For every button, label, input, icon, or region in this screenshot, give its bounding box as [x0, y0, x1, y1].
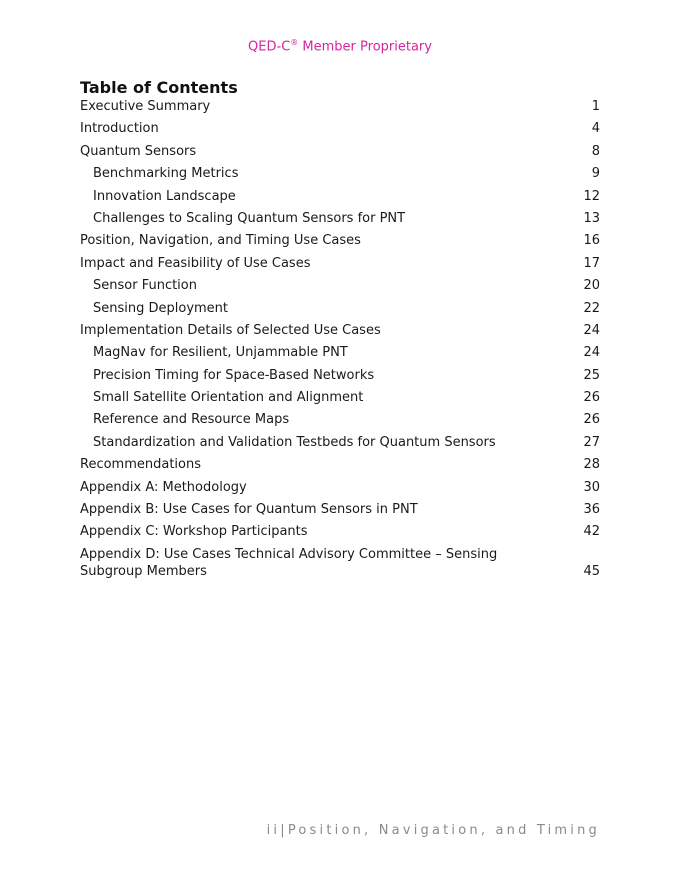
toc-entry-title[interactable]: Appendix D: Use Cases Technical Advisory Committee – Sensing Subgroup Members [80, 546, 498, 579]
toc-title: Table of Contents [80, 78, 238, 97]
page-header [0, 38, 680, 54]
toc-entry-page: 20 [583, 278, 600, 294]
toc-entry[interactable] [80, 188, 600, 205]
toc-entry[interactable] [80, 546, 600, 580]
toc-entry-page: 4 [591, 121, 600, 137]
toc-entry-page: 8 [591, 143, 600, 159]
toc-entry-title[interactable]: Reference and Resource Maps [93, 412, 290, 428]
toc-entry[interactable] [80, 344, 600, 361]
toc-list [80, 98, 600, 580]
registered-mark: ® [290, 38, 299, 47]
toc-entry[interactable] [80, 210, 600, 227]
toc-entry[interactable] [80, 389, 600, 406]
toc-entry-title[interactable]: Introduction [80, 121, 159, 137]
toc-entry-page: 16 [583, 233, 600, 249]
toc-entry-title[interactable]: Appendix A: Methodology [80, 479, 247, 495]
toc-entry[interactable] [80, 143, 600, 160]
toc-entry-page: 22 [583, 300, 600, 316]
toc-entry[interactable] [80, 322, 600, 339]
toc-entry[interactable] [80, 120, 600, 137]
toc-entry-title[interactable]: Benchmarking Metrics [93, 166, 239, 182]
toc-entry[interactable] [80, 98, 600, 115]
toc-entry-page: 28 [583, 457, 600, 473]
toc-entry[interactable] [80, 501, 600, 518]
toc-entry-title[interactable]: Challenges to Scaling Quantum Sensors for PNT [93, 210, 406, 226]
toc-entry-title[interactable]: Sensor Function [93, 278, 197, 294]
toc-entry-page: 30 [583, 479, 600, 495]
toc-entry-title[interactable]: Position, Navigation, and Timing Use Cases [80, 233, 361, 249]
toc-entry[interactable] [80, 411, 600, 428]
toc-entry-title[interactable]: Appendix B: Use Cases for Quantum Sensors in PNT [80, 502, 418, 518]
footer-running-title: Position, Navigation, and Timing [287, 823, 600, 838]
toc-entry-page: 42 [583, 524, 600, 540]
toc-entry-page: 12 [583, 188, 600, 204]
toc-entry-title[interactable]: Appendix C: Workshop Participants [80, 524, 308, 540]
toc-entry[interactable] [80, 277, 600, 294]
toc-entry[interactable] [80, 255, 600, 272]
toc-entry-title[interactable]: Precision Timing for Space-Based Networks [93, 367, 375, 383]
toc-entry-page: 36 [583, 502, 600, 518]
toc-entry-title[interactable]: Impact and Feasibility of Use Cases [80, 255, 311, 271]
toc-entry-title[interactable]: Quantum Sensors [80, 143, 197, 159]
toc-entry[interactable] [80, 300, 600, 317]
toc-entry-page: 25 [583, 367, 600, 383]
toc-entry[interactable] [80, 523, 600, 540]
toc-entry-page: 24 [583, 322, 600, 338]
toc-entry-page: 45 [583, 563, 600, 579]
toc-entry-title[interactable]: Small Satellite Orientation and Alignment [93, 390, 364, 406]
toc-entry[interactable] [80, 232, 600, 249]
toc-entry-page: 1 [591, 99, 600, 114]
toc-entry-title[interactable]: Sensing Deployment [93, 300, 229, 316]
toc-entry-title[interactable]: Innovation Landscape [93, 188, 236, 204]
toc-entry[interactable] [80, 367, 600, 384]
toc-entry[interactable] [80, 456, 600, 473]
page-footer [267, 823, 600, 838]
toc-entry[interactable] [80, 479, 600, 496]
footer-page-number: ii [266, 823, 281, 838]
toc-entry-title[interactable]: Executive Summary [80, 99, 211, 114]
toc-entry-page: 17 [583, 255, 600, 271]
footer-separator: | [280, 823, 288, 838]
table-of-contents [80, 78, 600, 585]
toc-entry-title[interactable]: Implementation Details of Selected Use Cases [80, 322, 381, 338]
toc-entry-title[interactable]: Recommendations [80, 457, 202, 473]
toc-entry-page: 26 [583, 412, 600, 428]
toc-entry-page: 27 [583, 434, 600, 450]
toc-entry[interactable] [80, 434, 600, 451]
header-label: Member Proprietary [298, 39, 432, 55]
toc-entry-title[interactable]: Standardization and Validation Testbeds for Quantum Sensors [93, 434, 496, 450]
toc-entry-page: 13 [583, 210, 600, 226]
toc-entry-title[interactable]: MagNav for Resilient, Unjammable PNT [93, 345, 348, 361]
toc-entry-page: 9 [591, 166, 600, 182]
toc-entry-page: 24 [583, 345, 600, 361]
toc-entry-page: 26 [583, 390, 600, 406]
header-org: QED-C [248, 39, 291, 55]
toc-entry[interactable] [80, 165, 600, 182]
